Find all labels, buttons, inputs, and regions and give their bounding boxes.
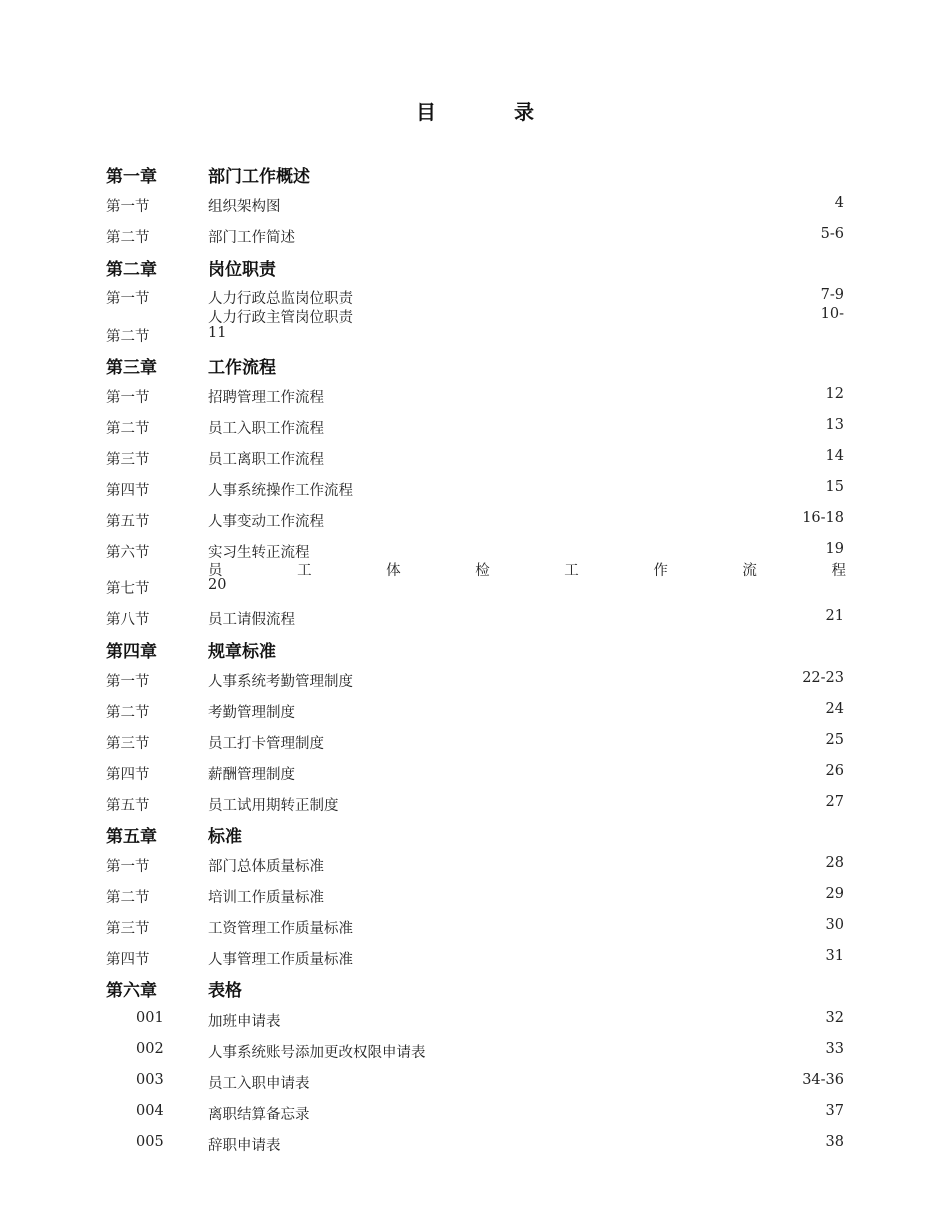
section-title: 人事管理工作质量标准 [208,952,353,968]
toc-entry[interactable] [0,417,950,437]
page-number: 4 [834,195,844,211]
section-title: 薪酬管理制度 [208,767,295,783]
toc-entry[interactable] [0,855,950,875]
section-title: 部门工作简述 [208,230,295,246]
chapter-heading[interactable] [0,822,950,847]
toc-entry[interactable] [0,701,950,721]
toc-entry-wrapped-continuation [0,325,950,345]
section-label: 第二节 [106,421,150,437]
page-number: 28 [825,855,844,871]
section-label: 第一节 [106,291,150,307]
toc-entry[interactable] [0,1103,950,1123]
page-number: 34-36 [802,1072,844,1088]
section-label: 第一节 [106,674,150,690]
toc-entry[interactable] [0,1010,950,1030]
title-char: 程 [831,563,846,579]
chapter-label: 第三章 [106,358,157,378]
section-title: 人事系统考勤管理制度 [208,674,353,690]
section-label: 第四节 [106,952,150,968]
form-number: 005 [136,1134,164,1150]
section-label: 第一节 [106,199,150,215]
title-char: 检 [475,563,490,579]
chapter-title: 标准 [208,827,242,847]
toc-entry[interactable] [0,1072,950,1092]
section-label: 第三节 [106,736,150,752]
form-number: 001 [136,1010,164,1026]
page-number: 16-18 [802,510,844,526]
page-number: 13 [825,417,844,433]
chapter-heading[interactable] [0,353,950,378]
toc-entry[interactable] [0,886,950,906]
section-label: 第一节 [106,859,150,875]
section-label: 第二节 [106,705,150,721]
section-label: 第四节 [106,483,150,499]
toc-entry[interactable] [0,195,950,215]
page-number: 15 [825,479,844,495]
chapter-title: 表格 [208,981,242,1001]
toc-entry[interactable] [0,1041,950,1061]
toc-entry[interactable] [0,948,950,968]
page-number: 25 [825,732,844,748]
toc-entry[interactable] [0,608,950,628]
section-label: 第一节 [106,390,150,406]
section-label: 第七节 [106,581,150,597]
section-title: 加班申请表 [208,1014,281,1030]
section-title: 人力行政主管岗位职责 [208,310,353,326]
chapter-title: 规章标准 [208,642,276,662]
section-label: 第六节 [106,545,150,561]
page-number: 22-23 [802,670,844,686]
title-char: 流 [742,563,757,579]
section-title: 员工请假流程 [208,612,295,628]
toc-entry-justified[interactable] [0,559,950,579]
page-number: 24 [825,701,844,717]
toc-entry[interactable] [0,794,950,814]
section-title: 员工离职工作流程 [208,452,324,468]
section-title: 人事变动工作流程 [208,514,324,530]
toc-entry[interactable] [0,510,950,530]
page-number: 32 [825,1010,844,1026]
section-title: 员工打卡管理制度 [208,736,324,752]
section-title: 实习生转正流程 [208,545,310,561]
chapter-label: 第六章 [106,981,157,1001]
chapter-heading[interactable] [0,976,950,1001]
section-label: 第二节 [106,329,150,345]
toc-entry[interactable] [0,917,950,937]
page-number: 14 [825,448,844,464]
section-title: 离职结算备忘录 [208,1107,310,1123]
title-char: 员 [208,563,223,579]
chapter-heading[interactable] [0,255,950,280]
page-number: 33 [825,1041,844,1057]
chapter-title: 岗位职责 [208,260,276,280]
section-title: 考勤管理制度 [208,705,295,721]
page-number: 29 [825,886,844,902]
page-number: 10- [820,306,844,322]
section-title: 组织架构图 [208,199,281,215]
toc-entry[interactable] [0,479,950,499]
page-title [0,96,950,125]
section-title: 培训工作质量标准 [208,890,324,906]
chapter-label: 第一章 [106,167,157,187]
page-number: 19 [825,541,844,557]
section-title: 人事系统账号添加更改权限申请表 [208,1045,426,1061]
section-label: 第三节 [106,452,150,468]
section-label: 第四节 [106,767,150,783]
chapter-heading[interactable] [0,637,950,662]
title-char-2: 录 [514,100,534,124]
chapter-label: 第四章 [106,642,157,662]
section-title: 工资管理工作质量标准 [208,921,353,937]
chapter-label: 第二章 [106,260,157,280]
form-number: 003 [136,1072,164,1088]
page-number: 26 [825,763,844,779]
page-number: 38 [825,1134,844,1150]
chapter-label: 第五章 [106,827,157,847]
title-char: 体 [386,563,401,579]
toc-entry[interactable] [0,763,950,783]
title-char: 工 [297,563,312,579]
toc-entry[interactable] [0,448,950,468]
toc-entry[interactable] [0,386,950,406]
page-number-continuation: 20 [208,577,227,593]
page-number: 30 [825,917,844,933]
chapter-heading[interactable] [0,162,950,187]
toc-entry[interactable] [0,1134,950,1154]
title-char: 作 [653,563,668,579]
chapter-title: 工作流程 [208,358,276,378]
toc-entry[interactable] [0,541,950,561]
page-number: 27 [825,794,844,810]
page-number: 12 [825,386,844,402]
page-number: 37 [825,1103,844,1119]
toc-entry[interactable] [0,287,950,307]
title-char: 工 [564,563,579,579]
section-label: 第三节 [106,921,150,937]
title-char-1: 目 [416,100,436,124]
section-label: 第五节 [106,798,150,814]
toc-entry[interactable] [0,226,950,246]
toc-entry[interactable] [0,732,950,752]
page-number: 21 [825,608,844,624]
page-number: 31 [825,948,844,964]
section-title: 人事系统操作工作流程 [208,483,353,499]
section-label: 第八节 [106,612,150,628]
section-title: 部门总体质量标准 [208,859,324,875]
section-title: 员工入职工作流程 [208,421,324,437]
toc-entry[interactable] [0,670,950,690]
section-label: 第五节 [106,514,150,530]
toc-entry-justified-continuation [0,577,950,597]
page-number: 7-9 [820,287,844,303]
page-number: 5-6 [820,226,844,242]
form-number: 004 [136,1103,164,1119]
section-label: 第二节 [106,230,150,246]
section-title: 辞职申请表 [208,1138,281,1154]
page-number-continuation: 11 [208,325,227,341]
section-title: 员工试用期转正制度 [208,798,339,814]
section-title: 人力行政总监岗位职责 [208,291,353,307]
section-title: 员工入职申请表 [208,1076,310,1092]
section-title: 招聘管理工作流程 [208,390,324,406]
form-number: 002 [136,1041,164,1057]
toc-entry-wrapped[interactable] [0,306,950,326]
chapter-title: 部门工作概述 [208,167,310,187]
section-label: 第二节 [106,890,150,906]
